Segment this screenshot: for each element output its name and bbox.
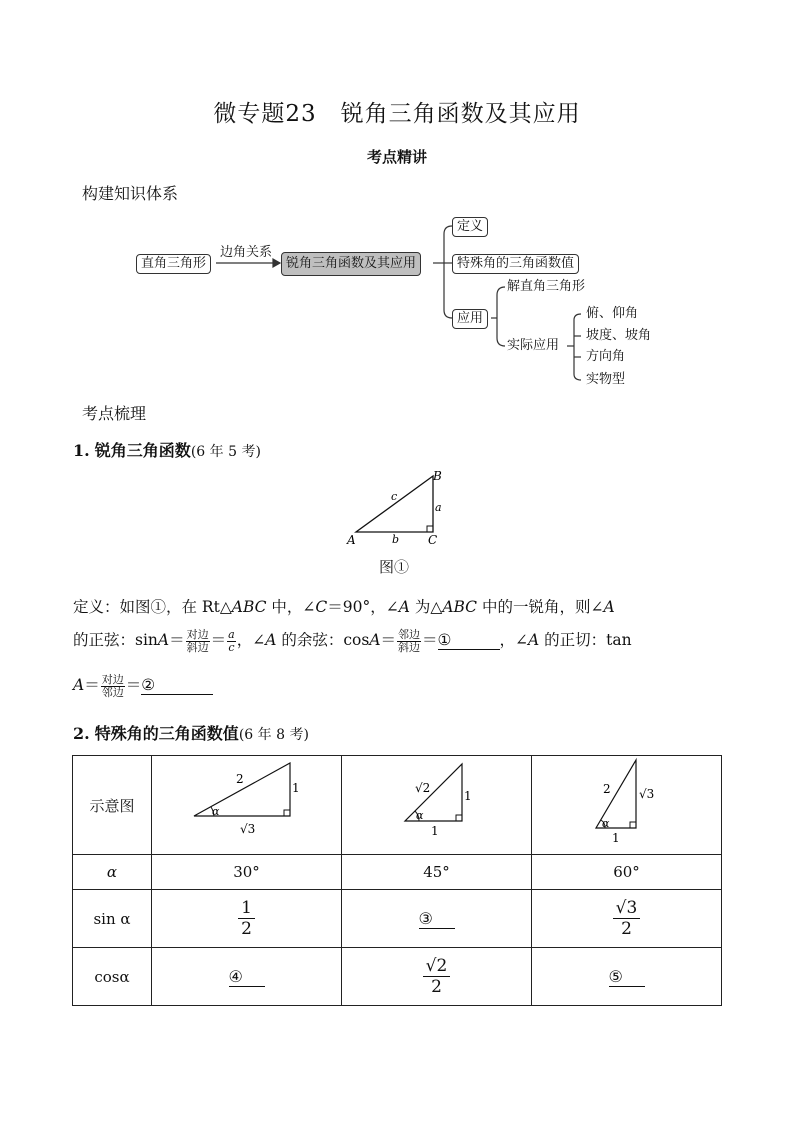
angle-30: 30° — [152, 855, 342, 890]
svg-text:α: α — [212, 805, 220, 818]
vertex-C: C — [428, 533, 438, 547]
section-subtitle: 考点精讲 — [366, 148, 427, 166]
table-row-cos — [73, 948, 722, 1006]
fraction-adj-hyp: $\frac{\text{邻边}}{\text{斜边}}$ — [398, 627, 421, 654]
header-cell: 示意图 — [73, 756, 152, 855]
section-2-heading — [73, 721, 309, 744]
mindmap-connectors — [0, 0, 794, 400]
node-right-triangle: 直角三角形 — [136, 254, 211, 274]
sin60-value: $\frac{√3}{2}$ — [613, 898, 641, 939]
definition-line-3: A＝ $\frac{\text{对边}}{\text{邻边}}$ ＝② — [73, 673, 213, 699]
section-1-heading — [73, 438, 261, 461]
review-heading: 考点梳理 — [82, 404, 147, 423]
node-definition: 定义 — [452, 217, 488, 237]
svg-text:1: 1 — [431, 824, 439, 838]
leaf-slope: 坡度、坡角 — [586, 328, 652, 343]
page-title: 微专题23 锐角三角函数及其应用 — [213, 101, 581, 127]
section-1-note: (6 年 5 考) — [190, 444, 261, 460]
arrow-label: 边角关系 — [220, 245, 273, 260]
cos-label: cosα — [73, 948, 152, 1006]
cell-tri-30 — [152, 756, 342, 855]
svg-text:√3: √3 — [240, 822, 256, 836]
svg-text:√2: √2 — [415, 781, 431, 795]
special-angle-table — [72, 755, 722, 1006]
side-c: c — [391, 490, 398, 503]
alpha-label: α — [106, 863, 118, 881]
svg-text:2: 2 — [603, 782, 611, 796]
sin30-value: $\frac{1}{2}$ — [238, 898, 255, 939]
angle-60: 60° — [532, 855, 722, 890]
fraction-a-c: $\frac{a}{c}$ — [228, 627, 235, 654]
triangle-60-diagram — [532, 756, 721, 850]
leaf-object: 实物型 — [586, 372, 626, 387]
table-row-sin — [73, 890, 722, 948]
blank-2[interactable]: ② — [141, 676, 213, 695]
figure-1-caption: 图① — [379, 558, 410, 576]
vertex-B: B — [433, 469, 442, 483]
definition-line-1: 定义：如图①，在 Rt△ABC 中，∠C＝90°，∠A 为△ABC 中的一锐角，则∠A — [73, 598, 615, 616]
node-application: 应用 — [452, 309, 488, 329]
side-b: b — [392, 533, 400, 546]
blank-4[interactable]: ④ — [229, 967, 265, 987]
node-center: 锐角三角函数及其应用 — [281, 252, 421, 276]
figure-1-triangle — [340, 466, 450, 552]
section-2-note: (6 年 8 考) — [238, 727, 309, 743]
table-row-diagram — [73, 756, 722, 855]
blank-1[interactable]: ① — [438, 631, 500, 650]
section-2-title: 特殊角的三角函数值 — [94, 724, 239, 743]
cell-tri-60 — [532, 756, 722, 855]
side-a: a — [435, 501, 442, 514]
cell-tri-45 — [342, 756, 532, 855]
leaf-bearing: 方向角 — [586, 349, 626, 364]
fraction-opp-hyp: $\frac{\text{对边}}{\text{斜边}}$ — [186, 627, 209, 654]
triangle-45-diagram — [342, 756, 531, 850]
svg-text:2: 2 — [236, 772, 244, 786]
section-1-title: 锐角三角函数 — [94, 441, 191, 460]
sin-label: sin α — [73, 890, 152, 948]
definition-line-2: 的正弦：sinA＝ $\frac{\text{对边}}{\text{斜边}}$ ＝ $\frac{a}{c}$ ，∠A 的余弦：cosA＝ $\frac{\text{邻边}}{\text{斜边}}$ ＝① ，∠A 的正切：tan — [73, 627, 632, 654]
svg-text:1: 1 — [292, 781, 300, 795]
node-special-values: 特殊角的三角函数值 — [452, 254, 579, 274]
section-1-number: 1. — [73, 441, 90, 460]
svg-text:α: α — [416, 809, 424, 822]
fraction-opp-adj: $\frac{\text{对边}}{\text{邻边}}$ — [101, 672, 124, 699]
svg-text:1: 1 — [612, 831, 620, 845]
angle-45: 45° — [342, 855, 532, 890]
node-solve-triangle: 解直角三角形 — [507, 279, 586, 294]
svg-text:√3: √3 — [639, 787, 655, 801]
knowledge-heading: 构建知识体系 — [82, 184, 179, 203]
table-row-alpha — [73, 855, 722, 890]
svg-text:1: 1 — [464, 789, 472, 803]
node-practical: 实际应用 — [507, 338, 560, 353]
section-2-number: 2. — [73, 724, 90, 743]
leaf-elevation: 俯、仰角 — [586, 306, 639, 321]
triangle-30-diagram — [152, 756, 341, 850]
blank-3[interactable]: ③ — [419, 909, 455, 929]
vertex-A: A — [347, 533, 356, 547]
svg-text:α: α — [602, 817, 610, 830]
blank-5[interactable]: ⑤ — [609, 967, 645, 987]
cos45-value: $\frac{√2}{2}$ — [423, 956, 451, 997]
